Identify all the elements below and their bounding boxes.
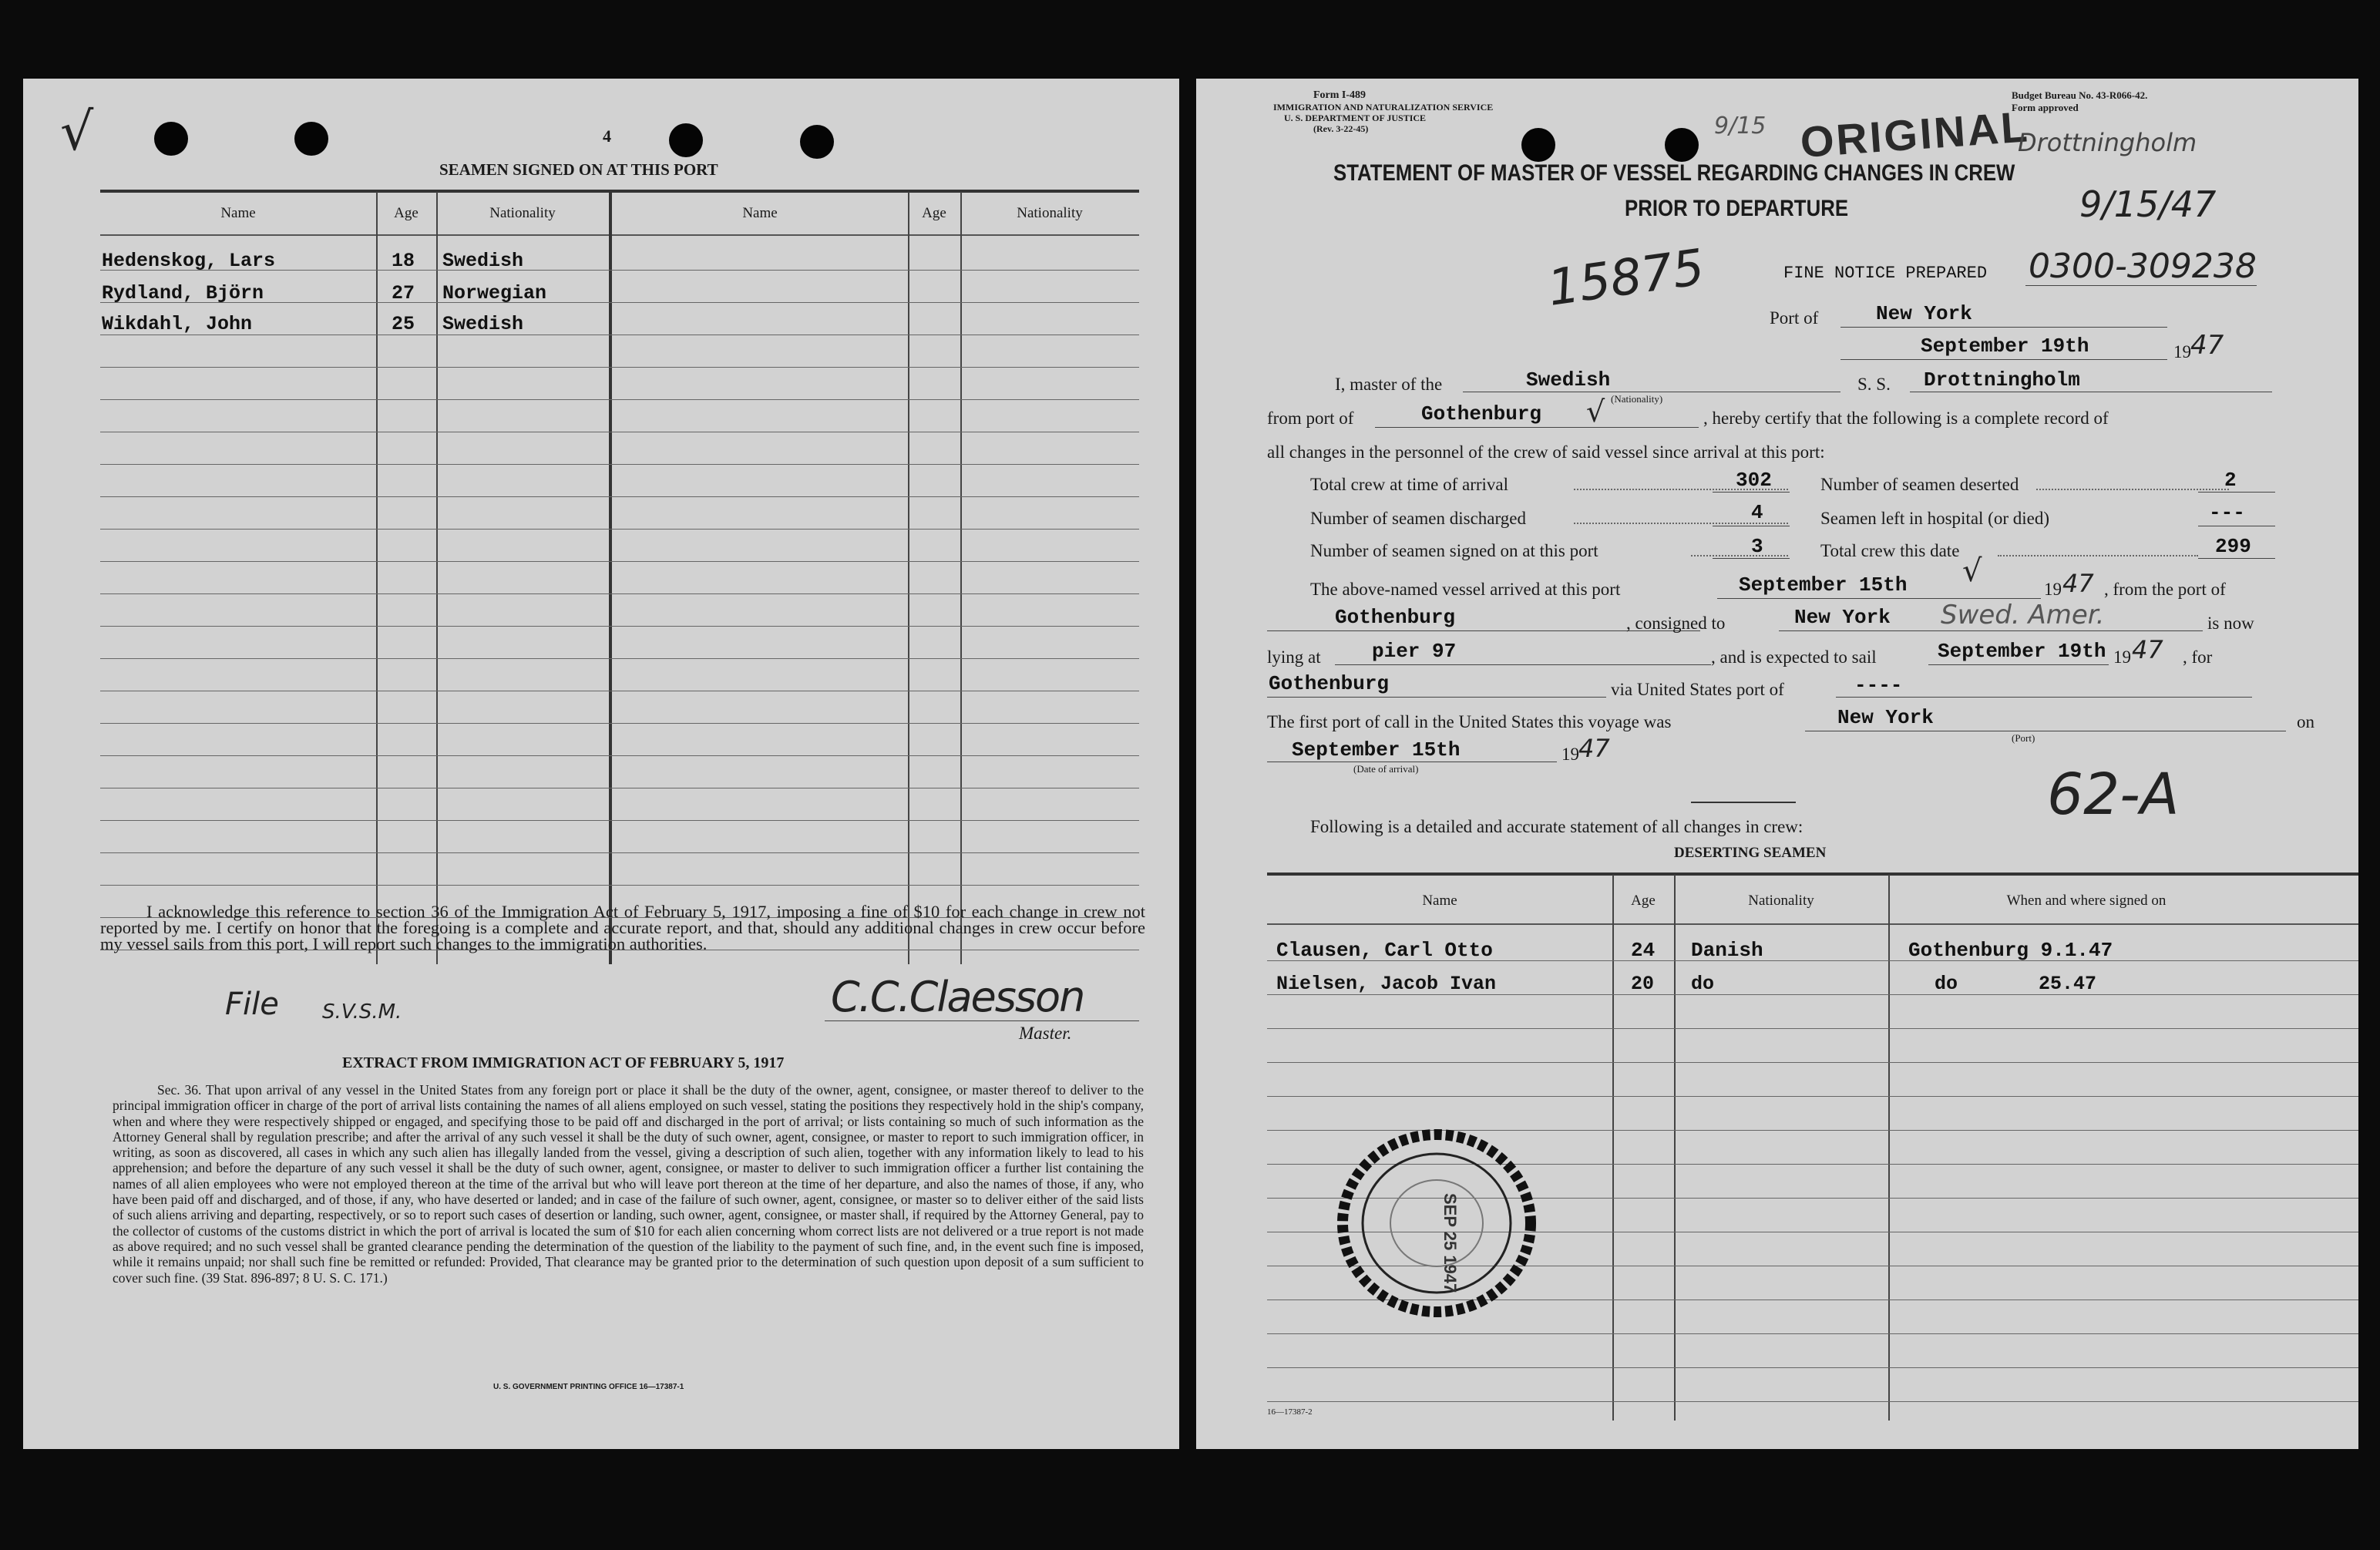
handwritten-date: 9/15/47 xyxy=(2079,183,2217,225)
col-header-nationality: Nationality xyxy=(489,205,556,221)
right-page xyxy=(1196,79,2358,1449)
deserted-label: Number of seamen deserted xyxy=(1820,475,2019,494)
certify-text-2: all changes in the personnel of the crew of said vessel since arrival at this port: xyxy=(1267,442,1825,462)
printer-line: 16—17387-2 xyxy=(1267,1407,1313,1417)
first-port-label: The first port of call in the United States this voyage was xyxy=(1267,712,1672,731)
year-prefix: 19 xyxy=(2173,342,2191,361)
table-row-name: Clausen, Carl Otto xyxy=(1276,939,1493,962)
ruling-line xyxy=(1267,1096,2358,1097)
col-header-age: Age xyxy=(1631,893,1656,909)
punch-hole xyxy=(294,122,328,156)
via-label: via United States port of xyxy=(1611,680,1784,699)
handwritten-ship-name: Drottningholm xyxy=(2018,128,2197,157)
handwritten-small-date: 9/15 xyxy=(1714,113,1767,140)
table-row-age: 20 xyxy=(1631,973,1655,995)
col-header-name: Name xyxy=(220,205,256,221)
col-header-signed-on: When and where signed on xyxy=(2006,893,2167,909)
col-header-nationality-2: Nationality xyxy=(1017,205,1083,221)
ruling-line xyxy=(100,885,1139,886)
deserted-value: 2 xyxy=(2224,469,2237,492)
table-row-age: 18 xyxy=(392,250,415,272)
arrival-year-suffix: 47 xyxy=(1578,734,1610,763)
port-caption: (Port) xyxy=(2012,732,2035,744)
via-value: ---- xyxy=(1854,674,1903,697)
page-number: 4 xyxy=(603,126,611,146)
arrival-year-prefix: 19 xyxy=(1561,745,1579,764)
arrived-from-value: Gothenburg xyxy=(1335,606,1456,629)
consigned-handwriting: Swed. Amer. xyxy=(1941,600,2105,630)
master-label: Master. xyxy=(1019,1024,1072,1043)
ruling-line xyxy=(100,626,1139,627)
total-crew-label: Total crew at time of arrival xyxy=(1310,475,1509,494)
check-mark: √ xyxy=(60,102,94,163)
section-title: SEAMEN SIGNED ON AT THIS PORT xyxy=(439,160,718,179)
punch-hole xyxy=(669,123,703,157)
port-of-value: New York xyxy=(1876,302,1972,325)
arrived-label: The above-named vessel arrived at this port xyxy=(1310,580,1621,599)
ruling-line xyxy=(1267,1401,2358,1402)
from-the-port-label: , from the port of xyxy=(2104,580,2226,599)
total-crew-date-label: Total crew this date xyxy=(1820,541,1960,560)
arrived-date: September 15th xyxy=(1739,573,1908,597)
col-header-name-2: Name xyxy=(742,205,778,221)
table-row-name: Hedenskog, Lars xyxy=(102,250,276,272)
hospital-label: Seamen left in hospital (or died) xyxy=(1820,509,2050,528)
revision: (Rev. 3-22-45) xyxy=(1313,123,1369,134)
table-row-nationality: Swedish xyxy=(442,313,524,335)
file-number: 15875 xyxy=(1544,239,1708,318)
for-label: , for xyxy=(2183,647,2213,667)
sail-date-value: September 19th xyxy=(1938,640,2106,663)
master-of-label: I, master of the xyxy=(1335,375,1443,394)
table-row-name: Rydland, Björn xyxy=(102,282,264,304)
nationality-value: Swedish xyxy=(1526,368,1611,392)
ruling-line xyxy=(100,658,1139,659)
form-title-line-1: STATEMENT OF MASTER OF VESSEL REGARDING CHANGES IN CREW xyxy=(1333,160,2015,186)
extract-text: Sec. 36. That upon arrival of any vessel in the United States from any foreign port or place it shall be the duty of the owner, agent, consignee, or master thereof to deliver to the principal immigration officer in charge of the port of arrival lists containing the names of all aliens employed on such vessel, stating the positions they respectively hold in the ship's company, when and where they were respectively shipped or engaged, and specifying those to be paid off and discharged in the port of arrival; or lists containing so much of such information as the Attorney General shall by regulation prescribe; and after the arrival of any such vessel it shall be the duty of such owner, agent, consignee, or master to report to such immigration officer, in writing, as soon as discovered, all cases in which any such alien has illegally landed from the vessel, giving a description of such alien, together with any information likely to lead to his apprehension; and before the departure of any such vessel it shall be the duty of such owner, agent, consignee, or master to deliver to such immigration officer a further list containing the names of all alien employees who were not employed thereon at the time of the arrival but who will leave port thereon at the time of her departure, and also the names of those, if any, who have been paid off and discharged, and of those, if any, who have deserted or landed; and in case of the failure of such owner, agent, consignee, or master so to deliver either of the said lists of such aliens arriving and departing, respectively, or so to report such cases of desertion or landing, such owner, agent, consignee, or master shall, if required by the Attorney General, pay to the collector of customs of the customs district in which the port of arrival is located the sum of $10 for each alien concerning whom correct lists are not delivered or a true report is not made as above required; and no such vessel shall be granted clearance pending the determination of the question of the liability to the payment of such fine, and, in the event such fine is imposed, while it remains unpaid; nor shall such fine be remitted or refunded: Provided, That clearance may be granted prior to the determination of such question upon deposit of a sum sufficient to cover such fine. (39 Stat. 896-897; 8 U. S. C. 171.) xyxy=(113,1082,1144,1286)
from-port-value: Gothenburg xyxy=(1421,402,1542,425)
ruling-line xyxy=(100,723,1139,724)
table-row-name: Wikdahl, John xyxy=(102,313,253,335)
printer-line: U. S. GOVERNMENT PRINTING OFFICE 16—17387-1 xyxy=(493,1383,684,1391)
fine-notice-number: 0300-309238 xyxy=(2029,247,2257,286)
table-row-age: 27 xyxy=(392,282,415,304)
from-port-label: from port of xyxy=(1267,409,1354,428)
date-stamp-text: SEP 25 1947 xyxy=(1440,1193,1460,1293)
ruling-line xyxy=(100,496,1139,497)
check-mark: √ xyxy=(1586,395,1605,429)
agency-line-2: U. S. DEPARTMENT OF JUSTICE xyxy=(1284,113,1427,123)
sail-year-suffix: 47 xyxy=(2132,635,2163,664)
certify-text: , hereby certify that the following is a complete record of xyxy=(1703,409,2109,428)
hospital-value: --- xyxy=(2209,501,2245,524)
ruling-line xyxy=(100,820,1139,821)
col-header-nationality: Nationality xyxy=(1748,893,1814,909)
ruling-line xyxy=(1267,1028,2358,1029)
arrived-year-prefix: 19 xyxy=(2044,580,2062,599)
col-header-name: Name xyxy=(1422,893,1457,909)
original-stamp: ORIGINAL xyxy=(1798,102,2032,166)
is-now-label: is now xyxy=(2207,614,2254,633)
extract-title: EXTRACT FROM IMMIGRATION ACT OF FEBRUARY 5, 1917 xyxy=(342,1054,785,1071)
lying-at-label: lying at xyxy=(1267,647,1321,667)
ruling-line xyxy=(100,593,1139,594)
destination-value: Gothenburg xyxy=(1269,672,1390,695)
ruling-line xyxy=(100,755,1139,756)
year-suffix: 47 xyxy=(2190,330,2224,361)
acknowledgement-text: I acknowledge this reference to section 36 of the Immigration Act of February 5, 1917, imposing a fine of $10 for each change in crew not reported by me. I certify on honor that the foregoing is a complete and accurate report, and that, should any additional changes in crew occur before my vessel sails from this port, I will report such changes to the immigration authorities. xyxy=(100,902,1145,953)
svsm-annotation: S.V.S.M. xyxy=(322,1000,402,1024)
ruling-line xyxy=(100,561,1139,562)
sail-year-prefix: 19 xyxy=(2113,647,2131,667)
arrival-date-value: September 15th xyxy=(1292,738,1461,762)
arrived-year-suffix: 47 xyxy=(2062,569,2094,598)
ruling-line xyxy=(100,529,1139,530)
table-row-nationality: Norwegian xyxy=(442,282,547,304)
consigned-label: , consigned to xyxy=(1626,614,1726,633)
punch-hole xyxy=(154,122,188,156)
table-row-signed-on: do 25.47 xyxy=(1935,973,2097,995)
col-header-age-2: Age xyxy=(922,205,946,221)
ruling-line xyxy=(1267,1062,2358,1063)
deserting-title: DESERTING SEAMEN xyxy=(1674,845,1827,861)
table-row-age: 24 xyxy=(1631,939,1656,962)
ruling-line xyxy=(100,852,1139,853)
budget-bureau: Budget Bureau No. 43-R066-42. xyxy=(2012,89,2148,101)
handwritten-code: 62-A xyxy=(2047,762,2180,828)
port-of-label: Port of xyxy=(1770,308,1819,328)
signed-on-value: 3 xyxy=(1751,535,1763,558)
consigned-value: New York xyxy=(1794,606,1891,629)
col-header-age: Age xyxy=(394,205,419,221)
fine-notice-label: FINE NOTICE PREPARED xyxy=(1783,264,1988,283)
master-signature: C.C.Claesson xyxy=(831,973,1084,1021)
form-title-line-2: PRIOR TO DEPARTURE xyxy=(1625,196,1849,221)
first-port-value: New York xyxy=(1837,706,1934,729)
agency-line-1: IMMIGRATION AND NATURALIZATION SERVICE xyxy=(1273,102,1494,113)
form-approved: Form approved xyxy=(2012,102,2079,113)
punch-hole xyxy=(800,125,834,159)
date-value: September 19th xyxy=(1921,335,2089,358)
punch-hole xyxy=(1665,128,1699,162)
table-row-nationality: Danish xyxy=(1691,939,1763,962)
file-annotation: File xyxy=(225,987,279,1022)
table-row-name: Nielsen, Jacob Ivan xyxy=(1276,973,1497,995)
date-of-arrival-caption: (Date of arrival) xyxy=(1353,763,1419,775)
expected-label: , and is expected to sail xyxy=(1711,647,1877,667)
discharged-value: 4 xyxy=(1751,501,1763,524)
discharged-label: Number of seamen discharged xyxy=(1310,509,1526,528)
table-row-signed-on: Gothenburg 9.1.47 xyxy=(1908,939,2113,962)
ruling-line xyxy=(100,399,1139,400)
table-row-nationality: Swedish xyxy=(442,250,524,272)
form-number: Form I-489 xyxy=(1313,89,1366,101)
signed-on-label: Number of seamen signed on at this port xyxy=(1310,541,1598,560)
total-crew-value: 302 xyxy=(1736,469,1772,492)
ruling-line xyxy=(100,367,1139,368)
ruling-line xyxy=(100,464,1139,465)
ss-label: S. S. xyxy=(1857,375,1891,394)
ruling-line xyxy=(1267,1333,2358,1334)
lying-at-value: pier 97 xyxy=(1372,640,1457,663)
nationality-caption: (Nationality) xyxy=(1611,393,1663,405)
on-label: on xyxy=(2297,712,2314,731)
left-page xyxy=(23,79,1179,1449)
date-stamp xyxy=(1335,1127,1538,1320)
ruling-line xyxy=(1267,1367,2358,1368)
table-row-nationality: do xyxy=(1691,973,1715,995)
ship-name: Drottningholm xyxy=(1924,368,2080,392)
total-crew-date-value: 299 xyxy=(2215,535,2251,558)
check-mark: √ xyxy=(1962,553,1982,589)
table-row-age: 25 xyxy=(392,313,415,335)
following-text: Following is a detailed and accurate statement of all changes in crew: xyxy=(1310,817,1803,836)
punch-hole xyxy=(1521,128,1555,162)
